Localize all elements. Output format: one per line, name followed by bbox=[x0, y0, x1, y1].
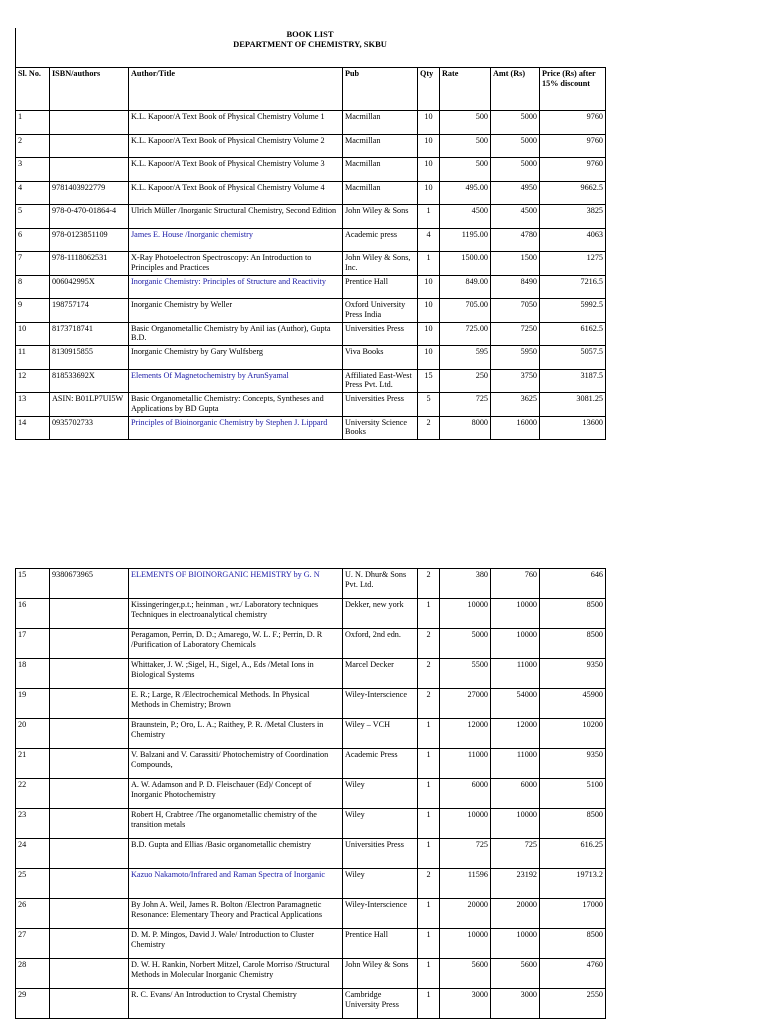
price-cell: 8500 bbox=[540, 929, 606, 959]
publisher-cell: Cambridge University Press bbox=[343, 989, 418, 1019]
isbn-cell bbox=[50, 659, 129, 689]
page-subtitle: DEPARTMENT OF CHEMISTRY, SKBU bbox=[233, 39, 387, 49]
title-link[interactable]: Inorganic Chemistry: Principles of Structure and Reactivity bbox=[131, 276, 326, 286]
amount-cell: 10000 bbox=[491, 599, 540, 629]
publisher-cell: Macmillan bbox=[343, 134, 418, 158]
table-row bbox=[16, 779, 606, 809]
serial-cell: 23 bbox=[16, 809, 50, 839]
amount-cell: 10000 bbox=[491, 809, 540, 839]
column-header: Price (Rs) after 15% discount bbox=[540, 68, 606, 111]
title-cell: E. R.; Large, R /Electrochemical Methods. In Physical Methods in Chemistry; Brown bbox=[129, 689, 343, 719]
title-cell: A. W. Adamson and P. D. Fleischauer (Ed)/ Concept of Inorganic Photochemistry bbox=[129, 779, 343, 809]
amount-cell: 10000 bbox=[491, 629, 540, 659]
rate-cell: 10000 bbox=[440, 599, 491, 629]
title-cell: Peragamon, Perrin, D. D.; Amarego, W. L. F.; Perrin, D. R /Purification of Laboratory Chemicals bbox=[129, 629, 343, 659]
title-cell: R. C. Evans/ An Introduction to Crystal Chemistry bbox=[129, 989, 343, 1019]
price-cell: 45900 bbox=[540, 689, 606, 719]
title-cell: Robert H, Crabtree /The organometallic chemistry of the transition metals bbox=[129, 809, 343, 839]
isbn-cell: 978-0-470-01864-4 bbox=[50, 205, 129, 229]
rate-cell: 380 bbox=[440, 569, 491, 599]
rate-cell: 725.00 bbox=[440, 322, 491, 346]
qty-cell: 1 bbox=[418, 205, 440, 229]
qty-cell: 2 bbox=[418, 569, 440, 599]
isbn-cell bbox=[50, 134, 129, 158]
price-cell: 8500 bbox=[540, 809, 606, 839]
amount-cell: 5000 bbox=[491, 158, 540, 182]
price-cell: 5992.5 bbox=[540, 299, 606, 323]
serial-cell: 11 bbox=[16, 346, 50, 370]
isbn-cell: 978-0123851109 bbox=[50, 228, 129, 252]
qty-cell: 10 bbox=[418, 134, 440, 158]
title-cell: K.L. Kapoor/A Text Book of Physical Chemistry Volume 2 bbox=[129, 134, 343, 158]
serial-cell: 27 bbox=[16, 929, 50, 959]
price-cell: 17000 bbox=[540, 899, 606, 929]
table-row bbox=[16, 989, 606, 1019]
amount-cell: 3000 bbox=[491, 989, 540, 1019]
serial-cell: 7 bbox=[16, 252, 50, 276]
serial-cell: 28 bbox=[16, 959, 50, 989]
serial-cell: 17 bbox=[16, 629, 50, 659]
title-cell: B.D. Gupta and Ellias /Basic organometallic chemistry bbox=[129, 839, 343, 869]
qty-cell: 10 bbox=[418, 181, 440, 205]
serial-cell: 4 bbox=[16, 181, 50, 205]
rate-cell: 1195.00 bbox=[440, 228, 491, 252]
publisher-cell: Viva Books bbox=[343, 346, 418, 370]
title-cell: D. M. P. Mingos, David J. Wale/ Introduction to Cluster Chemistry bbox=[129, 929, 343, 959]
table-row bbox=[16, 158, 606, 182]
price-cell: 2550 bbox=[540, 989, 606, 1019]
title-cell bbox=[129, 569, 343, 599]
table-row bbox=[16, 959, 606, 989]
isbn-cell bbox=[50, 929, 129, 959]
rate-cell: 8000 bbox=[440, 416, 491, 440]
table-row bbox=[16, 839, 606, 869]
amount-cell: 7250 bbox=[491, 322, 540, 346]
rate-cell: 10000 bbox=[440, 809, 491, 839]
price-cell: 5057.5 bbox=[540, 346, 606, 370]
serial-cell: 20 bbox=[16, 719, 50, 749]
publisher-cell: John Wiley & Sons, Inc. bbox=[343, 252, 418, 276]
book-table-1 bbox=[15, 67, 606, 440]
column-header: Pub bbox=[343, 68, 418, 111]
amount-cell: 1500 bbox=[491, 252, 540, 276]
isbn-cell bbox=[50, 989, 129, 1019]
table-row bbox=[16, 809, 606, 839]
title-cell bbox=[129, 275, 343, 299]
table-row bbox=[16, 929, 606, 959]
rate-cell: 495.00 bbox=[440, 181, 491, 205]
price-cell: 7216.5 bbox=[540, 275, 606, 299]
qty-cell: 10 bbox=[418, 299, 440, 323]
price-cell: 3187.5 bbox=[540, 369, 606, 393]
table-row bbox=[16, 181, 606, 205]
rate-cell: 27000 bbox=[440, 689, 491, 719]
title-link[interactable]: Principles of Bioinorganic Chemistry by Stephen J. Lippard bbox=[131, 417, 328, 427]
table-row bbox=[16, 134, 606, 158]
rate-cell: 5000 bbox=[440, 629, 491, 659]
serial-cell: 10 bbox=[16, 322, 50, 346]
amount-cell: 23192 bbox=[491, 869, 540, 899]
amount-cell: 5600 bbox=[491, 959, 540, 989]
amount-cell: 760 bbox=[491, 569, 540, 599]
amount-cell: 8490 bbox=[491, 275, 540, 299]
publisher-cell: Universities Press bbox=[343, 322, 418, 346]
table-row bbox=[16, 569, 606, 599]
isbn-cell bbox=[50, 809, 129, 839]
amount-cell: 5000 bbox=[491, 134, 540, 158]
amount-cell: 5950 bbox=[491, 346, 540, 370]
rate-cell: 11000 bbox=[440, 749, 491, 779]
isbn-cell: 978-1118062531 bbox=[50, 252, 129, 276]
serial-cell: 22 bbox=[16, 779, 50, 809]
page-title: BOOK LIST bbox=[286, 29, 334, 39]
isbn-cell: 0935702733 bbox=[50, 416, 129, 440]
title-cell: Inorganic Chemistry by Weller bbox=[129, 299, 343, 323]
table-row bbox=[16, 205, 606, 229]
table-row bbox=[16, 299, 606, 323]
serial-cell: 8 bbox=[16, 275, 50, 299]
table-row bbox=[16, 111, 606, 135]
serial-cell: 25 bbox=[16, 869, 50, 899]
qty-cell: 1 bbox=[418, 959, 440, 989]
rate-cell: 1500.00 bbox=[440, 252, 491, 276]
qty-cell: 1 bbox=[418, 749, 440, 779]
table-row bbox=[16, 869, 606, 899]
amount-cell: 11000 bbox=[491, 749, 540, 779]
serial-cell: 26 bbox=[16, 899, 50, 929]
qty-cell: 10 bbox=[418, 322, 440, 346]
table-row bbox=[16, 228, 606, 252]
amount-cell: 20000 bbox=[491, 899, 540, 929]
publisher-cell: John Wiley & Sons bbox=[343, 959, 418, 989]
isbn-cell bbox=[50, 899, 129, 929]
title-cell bbox=[129, 869, 343, 899]
amount-cell: 16000 bbox=[491, 416, 540, 440]
publisher-cell: Universities Press bbox=[343, 393, 418, 417]
title-cell: K.L. Kapoor/A Text Book of Physical Chemistry Volume 1 bbox=[129, 111, 343, 135]
price-cell: 8500 bbox=[540, 629, 606, 659]
qty-cell: 2 bbox=[418, 416, 440, 440]
serial-cell: 6 bbox=[16, 228, 50, 252]
publisher-cell: Macmillan bbox=[343, 158, 418, 182]
publisher-cell: Macmillan bbox=[343, 111, 418, 135]
publisher-cell: Wiley-Interscience bbox=[343, 899, 418, 929]
rate-cell: 6000 bbox=[440, 779, 491, 809]
price-cell: 4760 bbox=[540, 959, 606, 989]
amount-cell: 5000 bbox=[491, 111, 540, 135]
rate-cell: 725 bbox=[440, 839, 491, 869]
publisher-cell: Wiley bbox=[343, 809, 418, 839]
isbn-cell bbox=[50, 111, 129, 135]
isbn-cell bbox=[50, 599, 129, 629]
publisher-cell: Universities Press bbox=[343, 839, 418, 869]
price-cell: 9760 bbox=[540, 158, 606, 182]
amount-cell: 12000 bbox=[491, 719, 540, 749]
price-cell: 6162.5 bbox=[540, 322, 606, 346]
title-cell: K.L. Kapoor/A Text Book of Physical Chemistry Volume 4 bbox=[129, 181, 343, 205]
rate-cell: 725 bbox=[440, 393, 491, 417]
publisher-cell: Academic Press bbox=[343, 749, 418, 779]
publisher-cell: U. N. Dhur& Sons Pvt. Ltd. bbox=[343, 569, 418, 599]
rate-cell: 500 bbox=[440, 111, 491, 135]
rate-cell: 849.00 bbox=[440, 275, 491, 299]
title-cell: Basic Organometallic Chemistry: Concepts, Syntheses and Applications by BD Gupta bbox=[129, 393, 343, 417]
qty-cell: 1 bbox=[418, 252, 440, 276]
isbn-cell: ASIN: B01LP7UI5W bbox=[50, 393, 129, 417]
publisher-cell: Wiley-Interscience bbox=[343, 689, 418, 719]
column-header: Author/Title bbox=[129, 68, 343, 111]
publisher-cell: Oxford, 2nd edn. bbox=[343, 629, 418, 659]
isbn-cell bbox=[50, 959, 129, 989]
column-header: Qty bbox=[418, 68, 440, 111]
serial-cell: 19 bbox=[16, 689, 50, 719]
rate-cell: 20000 bbox=[440, 899, 491, 929]
title-cell: X-Ray Photoelectron Spectroscopy: An Introduction to Principles and Practices bbox=[129, 252, 343, 276]
amount-cell: 3750 bbox=[491, 369, 540, 393]
title-cell bbox=[129, 369, 343, 393]
qty-cell: 1 bbox=[418, 989, 440, 1019]
serial-cell: 1 bbox=[16, 111, 50, 135]
price-cell: 4063 bbox=[540, 228, 606, 252]
amount-cell: 4500 bbox=[491, 205, 540, 229]
price-cell: 3081.25 bbox=[540, 393, 606, 417]
qty-cell: 1 bbox=[418, 839, 440, 869]
amount-cell: 6000 bbox=[491, 779, 540, 809]
isbn-cell: 006042995X bbox=[50, 275, 129, 299]
qty-cell: 2 bbox=[418, 659, 440, 689]
title-cell: Ulrich Müller /Inorganic Structural Chemistry, Second Edition bbox=[129, 205, 343, 229]
price-cell: 646 bbox=[540, 569, 606, 599]
title-link[interactable]: ELEMENTS OF BIOINORGANIC HEMISTRY by G. N bbox=[131, 570, 320, 579]
serial-cell: 12 bbox=[16, 369, 50, 393]
publisher-cell: John Wiley & Sons bbox=[343, 205, 418, 229]
qty-cell: 1 bbox=[418, 809, 440, 839]
publisher-cell: Oxford University Press India bbox=[343, 299, 418, 323]
serial-cell: 21 bbox=[16, 749, 50, 779]
qty-cell: 10 bbox=[418, 111, 440, 135]
column-header: Amt (Rs) bbox=[491, 68, 540, 111]
price-cell: 9662.5 bbox=[540, 181, 606, 205]
publisher-cell: Prentice Hall bbox=[343, 929, 418, 959]
serial-cell: 13 bbox=[16, 393, 50, 417]
isbn-cell bbox=[50, 839, 129, 869]
isbn-cell: 9380673965 bbox=[50, 569, 129, 599]
qty-cell: 5 bbox=[418, 393, 440, 417]
title-link[interactable]: Elements Of Magnetochemistry by ArunSyamal bbox=[131, 370, 289, 380]
table-row bbox=[16, 689, 606, 719]
amount-cell: 725 bbox=[491, 839, 540, 869]
price-cell: 5100 bbox=[540, 779, 606, 809]
price-cell: 9350 bbox=[540, 659, 606, 689]
serial-cell: 15 bbox=[16, 569, 50, 599]
qty-cell: 1 bbox=[418, 779, 440, 809]
title-cell: Inorganic Chemistry by Gary Wulfsberg bbox=[129, 346, 343, 370]
isbn-cell bbox=[50, 869, 129, 899]
table-row bbox=[16, 369, 606, 393]
amount-cell: 4780 bbox=[491, 228, 540, 252]
isbn-cell bbox=[50, 779, 129, 809]
table-row bbox=[16, 322, 606, 346]
amount-cell: 3625 bbox=[491, 393, 540, 417]
isbn-cell bbox=[50, 158, 129, 182]
rate-cell: 5600 bbox=[440, 959, 491, 989]
price-cell: 9760 bbox=[540, 111, 606, 135]
isbn-cell bbox=[50, 629, 129, 659]
isbn-cell: 818533692X bbox=[50, 369, 129, 393]
column-header: Rate bbox=[440, 68, 491, 111]
title-cell bbox=[129, 228, 343, 252]
serial-cell: 18 bbox=[16, 659, 50, 689]
serial-cell: 9 bbox=[16, 299, 50, 323]
qty-cell: 2 bbox=[418, 869, 440, 899]
title-link[interactable]: Kazuo Nakamoto/Infrared and Raman Spectra of Inorganic bbox=[131, 870, 325, 879]
column-header: ISBN/authors bbox=[50, 68, 129, 111]
title-cell: V. Balzani and V. Carassiti/ Photochemistry of Coordination Compounds, bbox=[129, 749, 343, 779]
publisher-cell: Prentice Hall bbox=[343, 275, 418, 299]
title-cell: Basic Organometallic Chemistry by Anil ias (Author), Gupta B.D. bbox=[129, 322, 343, 346]
publisher-cell: Wiley bbox=[343, 869, 418, 899]
table-row bbox=[16, 252, 606, 276]
price-cell: 13600 bbox=[540, 416, 606, 440]
serial-cell: 2 bbox=[16, 134, 50, 158]
rate-cell: 10000 bbox=[440, 929, 491, 959]
rate-cell: 12000 bbox=[440, 719, 491, 749]
title-link[interactable]: James E. House /Inorganic chemistry bbox=[131, 229, 253, 239]
rate-cell: 595 bbox=[440, 346, 491, 370]
publisher-cell: Macmillan bbox=[343, 181, 418, 205]
rate-cell: 250 bbox=[440, 369, 491, 393]
amount-cell: 7050 bbox=[491, 299, 540, 323]
rate-cell: 500 bbox=[440, 134, 491, 158]
book-table-2 bbox=[15, 568, 606, 1019]
qty-cell: 2 bbox=[418, 629, 440, 659]
price-cell: 616.25 bbox=[540, 839, 606, 869]
serial-cell: 14 bbox=[16, 416, 50, 440]
table-row bbox=[16, 749, 606, 779]
title-cell: K.L. Kapoor/A Text Book of Physical Chemistry Volume 3 bbox=[129, 158, 343, 182]
publisher-cell: University Science Books bbox=[343, 416, 418, 440]
price-cell: 10200 bbox=[540, 719, 606, 749]
qty-cell: 1 bbox=[418, 599, 440, 629]
document-header bbox=[0, 29, 620, 49]
table-row bbox=[16, 719, 606, 749]
rate-cell: 3000 bbox=[440, 989, 491, 1019]
table-row bbox=[16, 599, 606, 629]
rate-cell: 5500 bbox=[440, 659, 491, 689]
isbn-cell bbox=[50, 689, 129, 719]
amount-cell: 4950 bbox=[491, 181, 540, 205]
qty-cell: 10 bbox=[418, 275, 440, 299]
rate-cell: 4500 bbox=[440, 205, 491, 229]
title-cell: Kissingeringer,p.t.; heinman , wr./ Laboratory techniques Techniques in electroanalytical chemistry bbox=[129, 599, 343, 629]
isbn-cell bbox=[50, 719, 129, 749]
column-header: Sl. No. bbox=[16, 68, 50, 111]
publisher-cell: Wiley – VCH bbox=[343, 719, 418, 749]
publisher-cell: Affiliated East-West Press Pvt. Ltd. bbox=[343, 369, 418, 393]
title-cell bbox=[129, 416, 343, 440]
table-row bbox=[16, 393, 606, 417]
isbn-cell: 198757174 bbox=[50, 299, 129, 323]
table-row bbox=[16, 346, 606, 370]
qty-cell: 4 bbox=[418, 228, 440, 252]
amount-cell: 10000 bbox=[491, 929, 540, 959]
amount-cell: 54000 bbox=[491, 689, 540, 719]
isbn-cell: 9781403922779 bbox=[50, 181, 129, 205]
qty-cell: 15 bbox=[418, 369, 440, 393]
qty-cell: 10 bbox=[418, 158, 440, 182]
table-row bbox=[16, 659, 606, 689]
isbn-cell: 8130915855 bbox=[50, 346, 129, 370]
serial-cell: 3 bbox=[16, 158, 50, 182]
qty-cell: 1 bbox=[418, 929, 440, 959]
table-row bbox=[16, 416, 606, 440]
qty-cell: 2 bbox=[418, 689, 440, 719]
qty-cell: 1 bbox=[418, 899, 440, 929]
rate-cell: 500 bbox=[440, 158, 491, 182]
price-cell: 9760 bbox=[540, 134, 606, 158]
table-row bbox=[16, 275, 606, 299]
publisher-cell: Academic press bbox=[343, 228, 418, 252]
price-cell: 9350 bbox=[540, 749, 606, 779]
price-cell: 1275 bbox=[540, 252, 606, 276]
amount-cell: 11000 bbox=[491, 659, 540, 689]
price-cell: 3825 bbox=[540, 205, 606, 229]
serial-cell: 16 bbox=[16, 599, 50, 629]
title-cell: By John A. Weil, James R. Bolton /Electron Paramagnetic Resonance: Elementary Theory and Practical Applications bbox=[129, 899, 343, 929]
serial-cell: 5 bbox=[16, 205, 50, 229]
price-cell: 19713.2 bbox=[540, 869, 606, 899]
table-row bbox=[16, 629, 606, 659]
qty-cell: 10 bbox=[418, 346, 440, 370]
qty-cell: 1 bbox=[418, 719, 440, 749]
publisher-cell: Wiley bbox=[343, 779, 418, 809]
title-cell: Whittaker, J. W. ;Sigel, H., Sigel, A., Eds /Metal Ions in Biological Systems bbox=[129, 659, 343, 689]
isbn-cell: 8173718741 bbox=[50, 322, 129, 346]
serial-cell: 29 bbox=[16, 989, 50, 1019]
publisher-cell: Dekker, new york bbox=[343, 599, 418, 629]
rate-cell: 705.00 bbox=[440, 299, 491, 323]
title-cell: Braunstein, P.; Oro, L. A.; Raithey, P. R. /Metal Clusters in Chemistry bbox=[129, 719, 343, 749]
rate-cell: 11596 bbox=[440, 869, 491, 899]
serial-cell: 24 bbox=[16, 839, 50, 869]
table-row bbox=[16, 899, 606, 929]
isbn-cell bbox=[50, 749, 129, 779]
title-cell: D. W. H. Rankin, Norbert Mitzel, Carole Morriso /Structural Methods in Molecular Inorganic Chemistry bbox=[129, 959, 343, 989]
price-cell: 8500 bbox=[540, 599, 606, 629]
publisher-cell: Marcel Decker bbox=[343, 659, 418, 689]
